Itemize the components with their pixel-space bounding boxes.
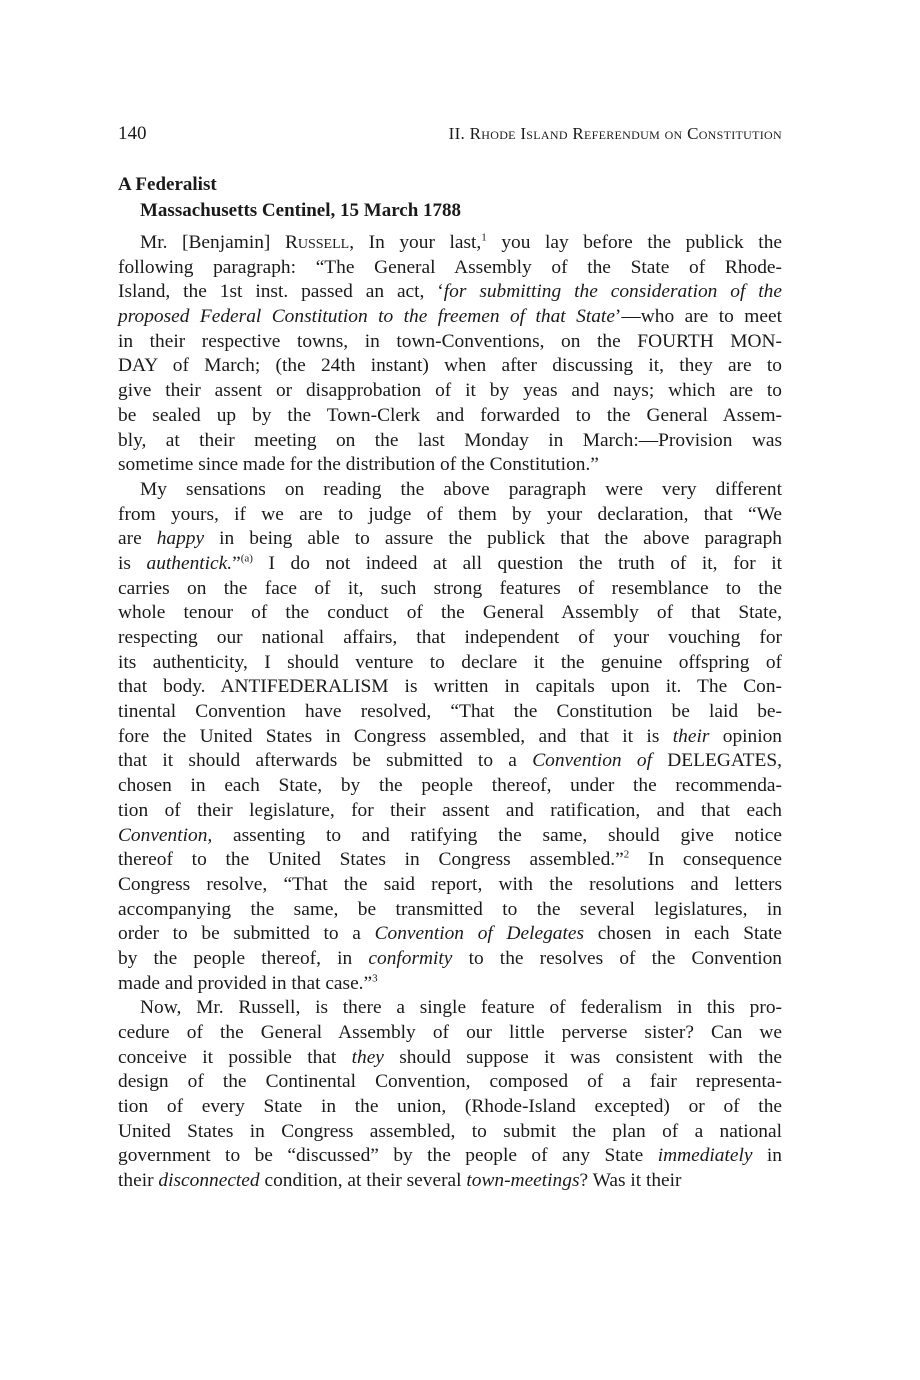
text-line [118, 651, 782, 676]
text-run: proposed Federal Constitution to the freemen of that State [118, 306, 615, 328]
text-line [118, 947, 782, 972]
text-run: you lay before the publick the [486, 232, 782, 253]
text-run: conformity [368, 947, 453, 969]
text-line [118, 527, 782, 552]
text-run: sometime since made for the distribution of the Constitution.” [118, 454, 599, 476]
text-run: in [752, 1145, 782, 1167]
text-run: government to be “discussed” by the people of any State [118, 1145, 658, 1167]
paragraph [118, 478, 782, 996]
text-run: should suppose it was consistent with the [383, 1046, 783, 1068]
text-line [118, 231, 782, 256]
text-run: authentick. [146, 552, 233, 574]
text-line [118, 577, 782, 602]
text-line [118, 848, 782, 873]
text-line [118, 503, 782, 528]
body-text [118, 231, 782, 1194]
text-run: immediately [657, 1145, 753, 1167]
text-line [118, 280, 782, 305]
text-line [118, 601, 782, 626]
author-heading: A Federalist [118, 174, 217, 195]
text-run: My sensations on reading the above paragraph were very different [140, 478, 782, 500]
text-line [118, 725, 782, 750]
text-line [118, 972, 782, 997]
text-run: Island, the 1st inst. passed an act, ‘ [118, 281, 444, 303]
text-run: United States in Congress assembled, to submit the plan of a national [118, 1120, 782, 1142]
text-run: conceive it possible that [118, 1046, 352, 1068]
text-run: DELEGATES, [652, 750, 783, 772]
text-run: Convention, [118, 824, 213, 846]
text-line [118, 354, 782, 379]
footnote-marker: (a) [240, 552, 253, 565]
text-run: ’—who are to meet [614, 306, 782, 328]
text-run: design of the Continental Convention, composed of a fair representa- [118, 1071, 782, 1093]
text-run: Convention of Delegates [374, 923, 585, 945]
text-run: I do not indeed at all question the truth of it, for it [252, 552, 783, 574]
text-run: chosen in each State, by the people thereof, under the recommenda- [118, 775, 782, 797]
text-line [118, 1144, 782, 1169]
text-run: order to be submitted to a [118, 923, 375, 945]
text-line [118, 453, 782, 478]
text-run: opinion [709, 725, 782, 747]
footnote-marker: 3 [372, 972, 378, 985]
text-run: DAY of March; (the 24th instant) when after discussing it, they are to [118, 355, 782, 377]
text-run: tinental Convention have resolved, “That the Constitution be laid be- [118, 701, 782, 723]
text-run: their [672, 725, 710, 747]
paragraph [118, 231, 782, 478]
source-heading: Massachusetts Centinel, 15 March 1788 [140, 200, 462, 221]
page-number: 140 [118, 123, 147, 144]
text-run: chosen in each State [584, 923, 782, 945]
text-line [118, 552, 782, 577]
text-line [118, 1021, 782, 1046]
text-line [118, 675, 782, 700]
paragraph [118, 996, 782, 1194]
text-run: that body. ANTIFEDERALISM is written in capitals upon it. The Con- [118, 676, 782, 698]
running-title: II. Rhode Island Referendum on Constitution [448, 124, 782, 143]
text-line [118, 478, 782, 503]
text-run: carries on the face of it, such strong features of resemblance to the [118, 577, 782, 599]
text-run: tion of every State in the union, (Rhode-Island excepted) or of the [118, 1096, 782, 1118]
text-line [118, 256, 782, 281]
text-line [118, 404, 782, 429]
text-run: tion of their legislature, for their assent and ratification, and that each [118, 799, 782, 821]
text-run: that it should afterwards be submitted to a [118, 750, 533, 772]
text-line [118, 996, 782, 1021]
footnote-marker: 1 [481, 231, 487, 244]
text-run: from yours, if we are to judge of them by your declaration, that “We [118, 503, 782, 525]
text-run: fore the United States in Congress assembled, and that it is [118, 725, 673, 747]
text-run: for submitting the consideration of the [443, 281, 782, 303]
text-run: assenting to and ratifying the same, should give notice [212, 824, 782, 846]
text-run: accompanying the same, be transmitted to the several legislatures, in [118, 898, 782, 920]
text-run: town-meetings [466, 1170, 580, 1192]
text-line [118, 1046, 782, 1071]
text-run: its authenticity, I should venture to declare it the genuine offspring of [118, 651, 782, 673]
text-run: happy [156, 528, 205, 550]
text-line [118, 824, 782, 849]
text-run: be sealed up by the Town-Clerk and forwarded to the General Assem- [118, 404, 782, 426]
text-line [118, 1095, 782, 1120]
text-line [118, 1169, 782, 1194]
text-line [118, 429, 782, 454]
text-run: to the resolves of the Convention [452, 947, 782, 969]
text-line [118, 626, 782, 651]
text-run: bly, at their meeting on the last Monday in March:—Provision was [118, 429, 782, 451]
text-run: following paragraph: “The General Assembly of the State of Rhode- [118, 256, 782, 278]
text-run: Congress resolve, “That the said report, with the resolutions and letters [118, 873, 782, 895]
text-run: they [351, 1046, 384, 1068]
text-run: ? Was it their [579, 1170, 682, 1192]
text-run: thereof to the United States in Congress assembled.” [118, 849, 624, 871]
text-line [118, 379, 782, 404]
text-run: their [118, 1170, 159, 1192]
text-run: Convention of [532, 750, 652, 772]
footnote-marker: 2 [623, 848, 630, 861]
text-line [118, 1070, 782, 1095]
text-run: Russell [284, 232, 350, 253]
text-run: Mr. [Benjamin] [140, 232, 285, 253]
text-run: , In your last, [349, 232, 482, 253]
text-line [118, 1120, 782, 1145]
text-line [118, 873, 782, 898]
text-line [118, 749, 782, 774]
text-run: give their assent or disapprobation of it by yeas and nays; which are to [118, 380, 782, 402]
document-heading [118, 172, 782, 224]
text-line [118, 700, 782, 725]
text-line [118, 774, 782, 799]
text-run: Now, Mr. Russell, is there a single feature of federalism in this pro- [140, 997, 782, 1019]
text-run: in being able to assure the publick that the above paragraph [204, 528, 782, 550]
text-run: condition, at their several [259, 1170, 467, 1192]
text-run: In consequence [629, 849, 782, 871]
text-line [118, 799, 782, 824]
text-run: are [118, 528, 157, 550]
text-run: is [118, 552, 147, 574]
text-run: whole tenour of the conduct of the General Assembly of that State, [118, 602, 782, 624]
text-line [118, 330, 782, 355]
text-run: in their respective towns, in town-Conventions, on the FOURTH MON- [118, 330, 782, 352]
text-run: respecting our national affairs, that independent of your vouching for [118, 627, 782, 648]
text-run: made and provided in that case.” [118, 972, 373, 994]
text-line [118, 898, 782, 923]
text-run: cedure of the General Assembly of our little perverse sister? Can we [118, 1022, 782, 1043]
text-run: ” [232, 552, 241, 574]
text-run: disconnected [158, 1170, 260, 1192]
text-line [118, 305, 782, 330]
text-run: by the people thereof, in [118, 947, 369, 969]
text-line [118, 922, 782, 947]
